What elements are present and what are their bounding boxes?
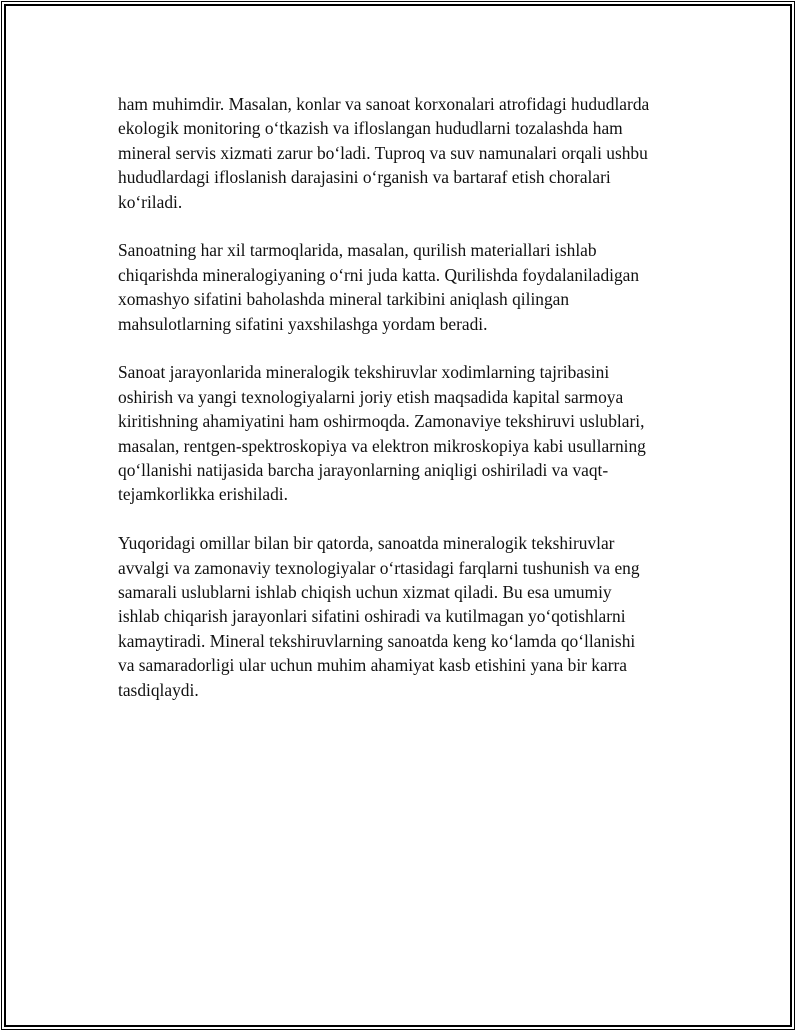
text-line: mahsulotlarning sifatini yaxshilashga yordam beradi.	[118, 313, 488, 334]
text-line: Yuqoridagi omillar bilan bir qatorda, sanoatda mineralogik tekshiruvlar	[118, 533, 615, 554]
text-line: qo‘llanishi natijasida barcha jarayonlarning aniqligi oshiriladi va vaqt-	[118, 460, 609, 481]
text-line: hududlardagi ifloslanish darajasini o‘rganish va bartaraf etish choralari	[118, 167, 611, 188]
text-line: tejamkorlikka erishiladi.	[118, 484, 288, 505]
paragraph	[118, 92, 700, 214]
text-line: oshirish va yangi texnologiyalarni joriy etish maqsadida kapital sarmoya	[118, 386, 624, 407]
text-line: kiritishning ahamiyatini ham oshirmoqda. Zamonaviye tekshiruvi uslublari,	[118, 411, 645, 432]
text-line: tasdiqlaydi.	[118, 679, 199, 700]
text-line: mineral servis xizmati zarur bo‘ladi. Tuproq va suv namunalari orqali ushbu	[118, 142, 648, 163]
paragraph	[118, 238, 700, 336]
text-line: ham muhimdir. Masalan, konlar va sanoat korxonalari atrofidagi hududlarda	[118, 94, 650, 114]
text-line: samarali uslublarni ishlab chiqish uchun xizmat qiladi. Bu esa umumiy	[118, 582, 612, 603]
text-line: xomashyo sifatini baholashda mineral tarkibini aniqlash qilingan	[118, 289, 570, 310]
text-line: Sanoat jarayonlarida mineralogik tekshiruvlar xodimlarning tajribasini	[118, 362, 610, 383]
text-line: kamaytiradi. Mineral tekshiruvlarning sanoatda keng ko‘lamda qo‘llanishi	[118, 630, 636, 651]
text-line: va samaradorligi ular uchun muhim ahamiyat kasb etishini yana bir karra	[118, 655, 627, 676]
text-line: avvalgi va zamonaviy texnologiyalar o‘rtasidagi farqlarni tushunish va eng	[118, 557, 640, 578]
text-line: ekologik monitoring o‘tkazish va ifloslangan hududlarni tozalashda ham	[118, 118, 623, 139]
text-line: ko‘riladi.	[118, 191, 183, 212]
text-line: masalan, rentgen-spektroskopiya va elektron mikroskopiya kabi usullarning	[118, 435, 646, 456]
text-line: ishlab chiqarish jarayonlari sifatini oshiradi va kutilmagan yo‘qotishlarni	[118, 606, 626, 627]
text-line: chiqarishda mineralogiyaning o‘rni juda katta. Qurilishda foydalaniladigan	[118, 264, 640, 285]
paragraph	[118, 531, 700, 702]
paragraph	[118, 360, 700, 506]
text-line: Sanoatning har xil tarmoqlarida, masalan, qurilish materiallari ishlab	[118, 240, 597, 261]
document-body	[118, 92, 700, 727]
